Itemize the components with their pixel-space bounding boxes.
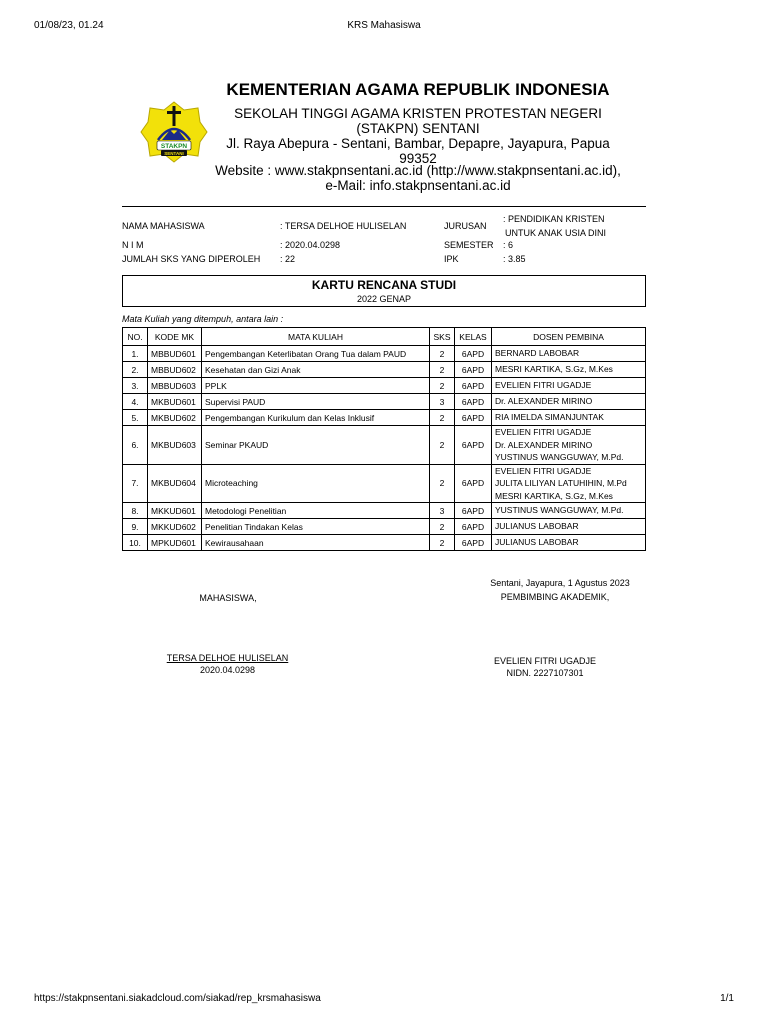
row-no: 6.	[123, 426, 148, 465]
krs-title-box	[122, 275, 646, 307]
course-table	[122, 327, 646, 551]
institution-name-line1: SEKOLAH TINGGI AGAMA KRISTEN PROTESTAN NEGERI	[234, 106, 602, 121]
row-sks: 3	[430, 394, 455, 410]
dosen-name: MESRI KARTIKA, S.Gz, M.Kes	[495, 490, 613, 501]
row-dosen	[492, 362, 646, 378]
row-no: 2.	[123, 362, 148, 378]
dosen-name: Dr. ALEXANDER MIRINO	[495, 439, 593, 450]
sks-label: JUMLAH SKS YANG DIPEROLEH	[122, 254, 261, 264]
row-kelas: 6APD	[455, 503, 492, 519]
jurusan-value-line1: : PENDIDIKAN KRISTEN	[503, 214, 605, 224]
print-url[interactable]: https://stakpnsentani.siakadcloud.com/siakad/rep_krsmahasiswa	[34, 993, 321, 1004]
row-mata-kuliah: Seminar PKAUD	[202, 426, 430, 465]
row-kelas: 6APD	[455, 346, 492, 362]
institution-name	[200, 106, 636, 136]
row-no: 9.	[123, 519, 148, 535]
col-sks: SKS	[430, 328, 455, 346]
row-no: 3.	[123, 378, 148, 394]
row-kelas: 6APD	[455, 410, 492, 426]
row-no: 4.	[123, 394, 148, 410]
name-label: NAMA MAHASISWA	[122, 221, 205, 231]
address-line2: 99352	[399, 151, 437, 166]
row-kode: MBBUD603	[148, 378, 202, 394]
dosen-name: MESRI KARTIKA, S.Gz, M.Kes	[495, 364, 613, 375]
dosen-name: EVELIEN FITRI UGADJE	[495, 465, 592, 476]
row-kode: MKBUD601	[148, 394, 202, 410]
logo-text: STAKPN	[160, 143, 188, 150]
table-row	[123, 394, 646, 410]
place-date: Sentani, Jayapura, 1 Agustus 2023	[490, 578, 630, 588]
student-label: MAHASISWA,	[199, 593, 257, 603]
row-sks: 2	[430, 519, 455, 535]
row-kelas: 6APD	[455, 394, 492, 410]
name-value: : TERSA DELHOE HULISELAN	[280, 221, 407, 231]
dosen-name: BERNARD LABOBAR	[495, 348, 580, 359]
institution-contact	[200, 163, 636, 193]
website-line: Website : www.stakpnsentani.ac.id (http://www.stakpnsentani.ac.id),	[215, 163, 621, 178]
institution-name-line2: (STAKPN) SENTANI	[356, 121, 480, 136]
row-dosen	[492, 410, 646, 426]
email-line: e-Mail: info.stakpnsentani.ac.id	[325, 178, 511, 193]
logo-subtext: SENTANI	[164, 151, 184, 156]
row-dosen	[492, 535, 646, 551]
semester-label: SEMESTER	[444, 240, 494, 250]
col-mata-kuliah: MATA KULIAH	[202, 328, 430, 346]
table-row	[123, 519, 646, 535]
nim-value: : 2020.04.0298	[280, 240, 341, 250]
row-sks: 2	[430, 410, 455, 426]
table-row	[123, 464, 646, 503]
row-sks: 2	[430, 464, 455, 503]
dosen-name: Dr. ALEXANDER MIRINO	[495, 396, 593, 407]
student-signature-name: TERSA DELHOE HULISELAN	[166, 653, 289, 663]
dosen-name: RIA IMELDA SIMANJUNTAK	[495, 412, 604, 423]
row-mata-kuliah: PPLK	[202, 378, 430, 394]
print-title: KRS Mahasiswa	[347, 20, 421, 31]
print-page-number: 1/1	[720, 993, 734, 1004]
row-mata-kuliah: Metodologi Penelitian	[202, 503, 430, 519]
row-kelas: 6APD	[455, 426, 492, 465]
table-row	[123, 362, 646, 378]
row-mata-kuliah: Penelitian Tindakan Kelas	[202, 519, 430, 535]
dosen-name: YUSTINUS WANGGUWAY, M.Pd.	[495, 452, 624, 462]
col-kode: KODE MK	[148, 328, 202, 346]
row-no: 7.	[123, 464, 148, 503]
print-header	[34, 20, 734, 31]
row-kelas: 6APD	[455, 362, 492, 378]
row-dosen	[492, 346, 646, 362]
institution-address	[200, 136, 636, 166]
row-kode: MKKUD602	[148, 519, 202, 535]
stakpn-logo	[140, 100, 208, 164]
row-kelas: 6APD	[455, 464, 492, 503]
address-line1: Jl. Raya Abepura - Sentani, Bambar, Depapre, Jayapura, Papua	[226, 136, 610, 151]
col-kelas: KELAS	[455, 328, 492, 346]
dosen-name: YUSTINUS WANGGUWAY, M.Pd.	[495, 505, 624, 516]
row-mata-kuliah: Kesehatan dan Gizi Anak	[202, 362, 430, 378]
row-sks: 2	[430, 346, 455, 362]
row-sks: 2	[430, 426, 455, 465]
nim-label: N I M	[122, 240, 144, 250]
jurusan-value-line2: UNTUK ANAK USIA DINI	[505, 228, 607, 238]
row-no: 8.	[123, 503, 148, 519]
row-dosen	[492, 503, 646, 519]
table-row	[123, 378, 646, 394]
student-signature-nim: 2020.04.0298	[199, 665, 256, 675]
dosen-name: EVELIEN FITRI UGADJE	[495, 427, 592, 437]
row-sks: 2	[430, 378, 455, 394]
row-kode: MKBUD604	[148, 464, 202, 503]
print-footer	[34, 993, 734, 1004]
jurusan-label: JURUSAN	[444, 221, 487, 231]
row-mata-kuliah: Kewirausahaan	[202, 535, 430, 551]
table-row	[123, 410, 646, 426]
row-mata-kuliah: Pengembangan Keterlibatan Orang Tua dalam PAUD	[202, 346, 430, 362]
row-kode: MKBUD602	[148, 410, 202, 426]
row-no: 10.	[123, 535, 148, 551]
ministry-title: KEMENTERIAN AGAMA REPUBLIK INDONESIA	[226, 80, 610, 99]
row-dosen	[492, 519, 646, 535]
semester-value: : 6	[503, 240, 514, 250]
krs-title: KARTU RENCANA STUDI	[311, 278, 457, 292]
row-kode: MBBUD602	[148, 362, 202, 378]
dosen-name: JULIANUS LABOBAR	[495, 521, 579, 532]
col-no: NO.	[123, 328, 148, 346]
row-no: 5.	[123, 410, 148, 426]
table-header-row	[123, 328, 646, 346]
row-no: 1.	[123, 346, 148, 362]
advisor-signature-name: EVELIEN FITRI UGADJE	[493, 656, 597, 666]
row-sks: 2	[430, 362, 455, 378]
row-dosen	[492, 464, 646, 503]
advisor-signature-nidn: NIDN. 2227107301	[506, 668, 584, 678]
table-row	[123, 503, 646, 519]
row-kelas: 6APD	[455, 535, 492, 551]
row-kode: MKKUD601	[148, 503, 202, 519]
table-row	[123, 346, 646, 362]
print-datetime: 01/08/23, 01.24	[34, 20, 104, 31]
row-dosen	[492, 426, 646, 465]
krs-period: 2022 GENAP	[356, 294, 412, 304]
ipk-value: : 3.85	[503, 254, 526, 264]
sks-value: : 22	[280, 254, 296, 264]
ipk-label: IPK	[444, 254, 459, 264]
row-mata-kuliah: Pengembangan Kurikulum dan Kelas Inklusif	[202, 410, 430, 426]
row-mata-kuliah: Microteaching	[202, 464, 430, 503]
row-mata-kuliah: Supervisi PAUD	[202, 394, 430, 410]
advisor-label: PEMBIMBING AKADEMIK,	[500, 592, 610, 602]
dosen-name: JULITA LILIYAN LATUHIHIN, M.Pd	[495, 478, 627, 488]
dosen-name: EVELIEN FITRI UGADJE	[495, 380, 592, 391]
table-row	[123, 426, 646, 465]
row-kode: MPKUD601	[148, 535, 202, 551]
row-dosen	[492, 394, 646, 410]
courses-note: Mata Kuliah yang ditempuh, antara lain :	[122, 314, 284, 324]
table-row	[123, 535, 646, 551]
dosen-name: JULIANUS LABOBAR	[495, 537, 579, 548]
row-kode: MBBUD601	[148, 346, 202, 362]
row-sks: 2	[430, 535, 455, 551]
row-dosen	[492, 378, 646, 394]
row-kode: MKBUD603	[148, 426, 202, 465]
row-sks: 3	[430, 503, 455, 519]
row-kelas: 6APD	[455, 519, 492, 535]
letterhead-divider	[122, 206, 646, 207]
col-dosen: DOSEN PEMBINA	[492, 328, 646, 346]
row-kelas: 6APD	[455, 378, 492, 394]
